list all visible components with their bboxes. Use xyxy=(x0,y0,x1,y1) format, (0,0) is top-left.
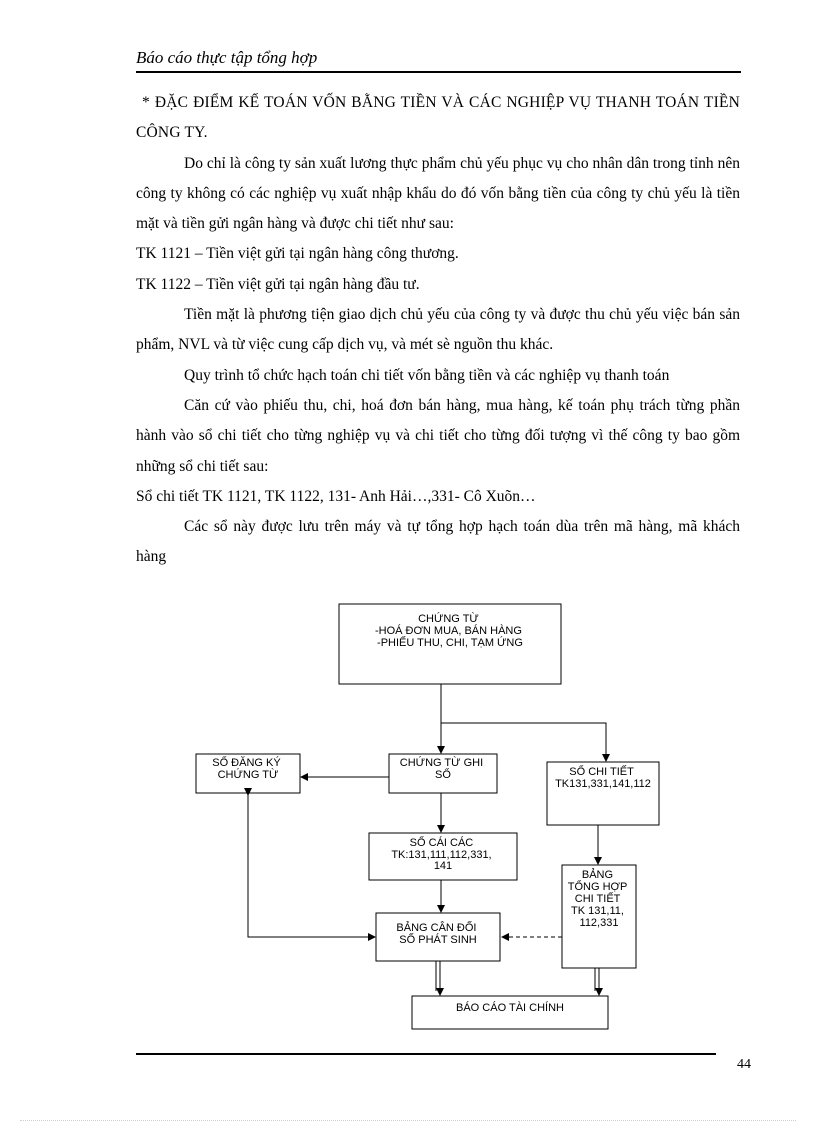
page-edge-dots xyxy=(20,1120,796,1121)
label-bang-tong-hop: BẢNG TỔNG HỢP CHI TIẾT TK 131,11, 112,331 xyxy=(567,869,628,929)
label-so-cai: SỔ CÁI CÁC TK:131,111,112,331, 141 xyxy=(391,837,492,872)
document-header: Báo cáo thực tập tổng hợp xyxy=(136,48,318,67)
footer-rule xyxy=(136,1053,716,1055)
arrow-bidirectional-reconcile xyxy=(248,795,375,937)
paragraph: Các sổ này được lưu trên máy và tự tổng hợp hạch toán dùa trên mã hàng, mã khách hàng xyxy=(136,518,740,566)
section-heading: * ĐẶC ĐIỂM KẾ TOÁN VỐN BẰNG TIỀN VÀ CÁC NGHIỆP VỤ THANH TOÁN TIỀN CÔNG TY. xyxy=(136,94,740,142)
label-chung-tu: CHỨNG TỪ -HOÁ ĐƠN MUA, BÁN HÀNG -PHIẾU THU, CHI, TẠM ỨNG xyxy=(374,613,523,649)
paragraph: Do chỉ là công ty sản xuất lương thực phẩm chủ yếu phục vụ cho nhân dân trong tỉnh nên công ty không có các nghiệp vụ xuất nhập khẩu do đó vốn bằng tiền của công ty chủ yếu là tiền mặt và tiền gửi ngân hàng và được chi tiết như sau: xyxy=(136,154,740,233)
label-chung-tu-ghi-so: CHỨNG TỪ GHI SỔ xyxy=(399,757,484,781)
label-bang-can-doi: BẢNG CÂN ĐỐI SỐ PHÁT SINH xyxy=(396,922,477,946)
label-so-dang-ky: SỔ ĐĂNG KÝ CHỨNG TỪ xyxy=(212,757,281,781)
account-line: TK 1122 – Tiền việt gửi tại ngân hàng đầu tư. xyxy=(136,275,420,293)
paragraph: Tiền mặt là phương tiện giao dịch chủ yếu của công ty và được thu chủ yếu việc bán sản phẩm, NVL và từ việc cung cấp dịch vụ, và mét sè nguồn thu khác. xyxy=(136,306,740,354)
label-bao-cao: BÁO CÁO TÀI CHÍNH xyxy=(456,1002,564,1014)
paragraph: Quy trình tổ chức hạch toán chi tiết vốn bằng tiền và các nghiệp vụ thanh toán xyxy=(184,366,670,384)
ledger-line: Sổ chi tiết TK 1121, TK 1122, 131- Anh Hải…,331- Cô Xuõn… xyxy=(136,487,536,505)
label-so-chi-tiet: SỔ CHI TIẾT TK131,331,141,112 xyxy=(555,766,651,790)
arrow-to-so-chi-tiet xyxy=(441,723,606,761)
paragraph: Căn cứ vào phiếu thu, chi, hoá đơn bán hàng, mua hàng, kế toán phụ trách từng phần hành vào sổ chi tiết cho từng nghiệp vụ và chi tiết cho từng đối tượng vì thế công ty bao gồm những sổ chi tiết sau: xyxy=(136,396,740,475)
page-number: 44 xyxy=(737,1057,751,1072)
account-line: TK 1121 – Tiền việt gửi tại ngân hàng công thương. xyxy=(136,245,459,263)
